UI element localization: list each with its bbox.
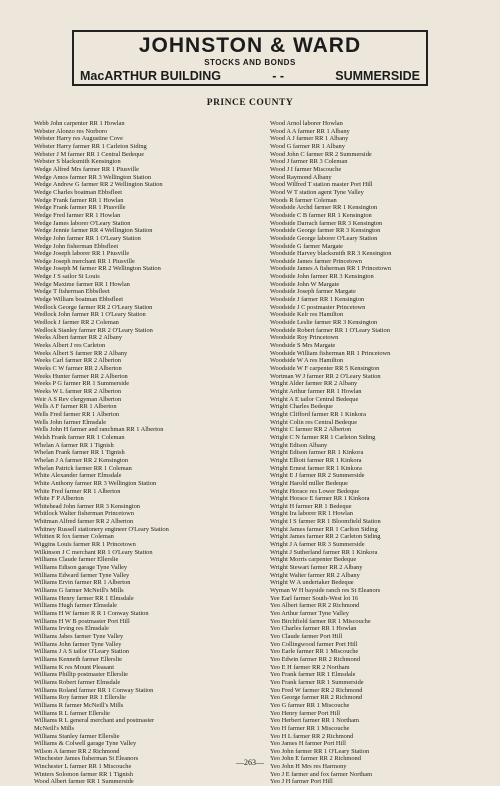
directory-entry: Wood G farmer RR 1 Albany	[270, 142, 345, 150]
directory-entry: Woodside G farmer Margate	[270, 242, 344, 250]
ad-address-row	[74, 68, 426, 84]
directory-entry: Yeo H farmer RR 1 Miscouche	[270, 724, 350, 732]
directory-entry: Whitman Alfred farmer RR 2 Alberton	[34, 518, 134, 526]
directory-entry: Yeo John H Mrs res Harmony	[270, 763, 347, 771]
directory-entry: Wright I S farmer RR 1 Bloomfield Station	[270, 518, 381, 526]
directory-entry: Wood J farmer RR 3 Coleman	[270, 158, 348, 166]
directory-entry: Wood J I farmer Miscouche	[270, 165, 342, 173]
directory-entry: Woodside James A fisherman RR 1 Princetown	[270, 265, 391, 273]
ad-city: SUMMERSIDE	[335, 69, 420, 83]
directory-entry: Wedge Jennie farmer RR 4 Wellington Station	[34, 227, 153, 235]
directory-entry: Weeks P G farmer RR 1 Summerside	[34, 380, 130, 388]
directory-entry: Woods R farmer Coleman	[270, 196, 337, 204]
directory-entry: Webster S blacksmith Kensington	[34, 158, 121, 166]
directory-entry: Woodside James farmer Princetown	[270, 257, 362, 265]
directory-entry: Woodside George laborer O'Leary Station	[270, 234, 378, 242]
directory-entry: Wedlock John farmer RR 1 O'Leary Station	[34, 311, 146, 319]
directory-entry: Woodside Joseph farmer Margate	[270, 288, 356, 296]
directory-entry: Yeo H L farmer RR 2 Richmond	[270, 732, 354, 740]
directory-entry: Wedge John fisherman Ebbsfleet	[34, 242, 119, 250]
directory-entry: Wedge Frank farmer RR 1 Howlan	[34, 196, 124, 204]
directory-entry: Wood Albert farmer RR 1 Summerside	[34, 778, 134, 786]
directory-entry: Wright E J farmer RR 2 Summerside	[270, 472, 365, 480]
directory-entry: Woodside William fisherman RR 1 Princetown	[270, 349, 391, 357]
directory-entry: Weeks Carl farmer RR 2 Alberton	[34, 357, 121, 365]
directory-entry: Yeo Herbert farmer RR 1 Northam	[270, 717, 359, 725]
directory-entry: Williams Hugh farmer Elmsdale	[34, 602, 117, 610]
directory-entry: Williams R L general merchant and postmaster	[34, 717, 155, 725]
directory-entry: Wright Horace res Lower Bedeque	[270, 487, 360, 495]
directory-entry: Wedlock Stanley farmer RR 2 O'Leary Station	[34, 326, 153, 334]
directory-entry: Wedge John farmer RR 1 O'Leary Station	[34, 234, 141, 242]
directory-entry: Woodside W A res Hamilton	[270, 357, 344, 365]
directory-entry: Wright Edison farmer RR 1 Kinkora	[270, 449, 364, 457]
directory-entry: Wedge Joseph merchant RR 1 Piusville	[34, 257, 135, 265]
directory-entry: Yee Earl farmer South-West lot 16	[270, 594, 359, 602]
directory-entry: Woodside Kelr res Hamilton	[270, 311, 344, 319]
directory-entry: Webb John carpenter RR 1 Howlan	[34, 120, 125, 127]
directory-entry: White F P Alberton	[34, 495, 84, 503]
directory-entry: Wright Ira laborer RR 1 Howlan	[270, 510, 353, 518]
directory-entry: Woodside C B farmer RR 1 Kensington	[270, 211, 372, 219]
directory-entry: Williams Edward farmer Tyne Valley	[34, 571, 130, 579]
directory-entry: Weeks Hunter farmer RR 2 Alberton	[34, 372, 128, 380]
directory-entry: Whitlock Walter fisherman Princetown	[34, 510, 134, 518]
directory-entry: Wright Arthur farmer RR 1 Howlan	[270, 387, 362, 395]
directory-entry: Wells Fred farmer RR 1 Alberton	[34, 410, 120, 418]
directory-entry: Williams Edison garage Tyne Valley	[34, 564, 128, 572]
directory-entry: Wedge Frank farmer RR 1 Piusville	[34, 204, 126, 212]
directory-entry: Weeks Albert S farmer RR 2 Albany	[34, 349, 128, 357]
directory-entry: Wright Edison Albany	[270, 441, 328, 449]
directory-entry: Yeo Fred W farmer RR 2 Richmond	[270, 686, 363, 694]
directory-entry: Wright Clifford farmer RR 1 Kinkora	[270, 410, 366, 418]
directory-entry: Yeo Claude farmer Port Hill	[270, 632, 343, 640]
directory-entry: Winters Solomon farmer RR 1 Tignish	[34, 770, 133, 778]
directory-entry: Woodside Darrach farmer RR 3 Kensington	[270, 219, 383, 227]
directory-entry: Yeo George farmer RR 2 Richmond	[270, 694, 363, 702]
directory-entry: Wright Harold miller Bedeque	[270, 479, 349, 487]
directory-entry: Woodside John farmer RR 3 Kensington	[270, 273, 374, 281]
directory-entry: Woodside Archd farmer RR 1 Kensington	[270, 204, 378, 212]
directory-entry: Yeo Charles farmer RR 1 Howlan	[270, 625, 357, 633]
directory-entry: Wood A A farmer RR 1 Albany	[270, 127, 350, 135]
directory-entry: Yeo J H farmer Port Hill	[270, 778, 333, 786]
directory-entry: Wright Alder farmer RR 2 Albany	[270, 380, 358, 388]
right-column	[270, 120, 488, 786]
johnston-ward-advertisement	[72, 30, 428, 86]
directory-entry: Yeo Collingwood farmer Port Hill	[270, 640, 358, 648]
directory-entry: Woodside W F carpenter RR 5 Kensington	[270, 365, 380, 372]
directory-entry: Wedge T fisherman Ebbsfleet	[34, 288, 110, 296]
directory-entry: Wedlock George farmer RR 2 O'Leary Station	[34, 303, 153, 311]
page-number: —263—	[236, 758, 264, 767]
directory-entry: Williams Jabes farmer Tyne Valley	[34, 632, 124, 640]
directory-entry: Yeo Frank farmer RR 1 Summerside	[270, 678, 364, 686]
directory-entry: Wedge J S sailor St Louis	[34, 273, 100, 281]
directory-entry: Weir A S Rev clergyman Alberton	[34, 395, 122, 403]
left-column	[34, 120, 252, 786]
directory-entry: Wedge Maxime farmer RR 1 Howlan	[34, 280, 130, 288]
directory-entry: Williams Henry farmer RR 1 Elmsdale	[34, 594, 134, 602]
directory-entry: Williams H W B postmaster Port Hill	[34, 617, 130, 625]
directory-entry: Yeo Birchfield farmer RR 1 Miscouche	[270, 617, 371, 625]
directory-entry: Williams J A S tailor O'Leary Station	[34, 648, 129, 656]
directory-entry: Williams Ervin farmer RR 1 Alberton	[34, 579, 131, 587]
directory-entry: Wells A F farmer RR 1 Alberton	[34, 403, 117, 411]
directory-entry: Wilson A farmer RR 2 Richmond	[34, 747, 120, 755]
directory-entry: Wedge Alfred Mrs farmer RR 1 Piusville	[34, 165, 139, 173]
directory-entry: Weeks W L farmer RR 2 Alberton	[34, 387, 122, 395]
directory-entry: Wedge James laborer O'Leary Station	[34, 219, 131, 227]
directory-entry: Yeo G farmer RR 1 Miscouche	[270, 701, 350, 709]
directory-entry: Wright Stewart farmer RR 2 Albany	[270, 564, 363, 572]
directory-entry: Winchester L farmer RR 1 Miscouche	[34, 763, 132, 771]
directory-entry: White Anthony farmer RR 3 Wellington Station	[34, 479, 157, 487]
directory-entry: Wedge Charles boatman Ebbsfleet	[34, 188, 123, 196]
directory-entry: Wood W T station agent Tyne Valley	[270, 188, 364, 196]
directory-entry: Wortman W J farmer RR 2 O'Leary Station	[270, 372, 381, 380]
directory-entry: Williams Roy farmer RR 1 Ellerslie	[34, 694, 126, 702]
directory-entry: Wright Morris carpenter Bedeque	[270, 556, 357, 564]
ad-subtitle: STOCKS AND BONDS	[204, 58, 296, 67]
directory-entry: Wright Horace E farmer RR 1 Kinkora	[270, 495, 370, 503]
directory-entry: Yeo Frank farmer RR 1 Elmsdale	[270, 671, 356, 679]
directory-entry: Whitney Russell stationery engineer O'Leary Station	[34, 525, 169, 533]
directory-entry: Whelan Patrick farmer RR 1 Coleman	[34, 464, 132, 472]
directory-entry: Williams Phillip postmaster Ellerslie	[34, 671, 128, 679]
directory-entry: Woodside Robert farmer RR 1 O'Leary Station	[270, 326, 390, 334]
ad-building: MacARTHUR BUILDING	[80, 69, 221, 83]
directory-entry: Wedge Joseph laborer RR 1 Piusville	[34, 250, 130, 258]
directory-entry: Woodside Roy Princetown	[270, 334, 339, 342]
directory-entry: Wright Charles Bedeque	[270, 403, 333, 411]
directory-entry: Woodside J C postmaster Princetown	[270, 303, 366, 311]
ad-firm-name: JOHNSTON & WARD	[138, 34, 362, 57]
directory-entry: Webster J M farmer RR 1 Central Bedeque	[34, 150, 145, 158]
directory-entry: Wright C farmer RR 2 Alberton	[270, 426, 352, 434]
directory-entry: Wright J Sutherland farmer RR 1 Kinkora	[270, 548, 378, 556]
directory-entry: Williams Robert farmer Elmsdale	[34, 678, 121, 686]
directory-entry: Wedge Andrew G farmer RR 2 Wellington Station	[34, 181, 163, 189]
directory-entry: Yeo James H farmer Port Hill	[270, 740, 346, 748]
directory-entry: Wiggins Louis farmer RR 1 Princetown	[34, 541, 136, 549]
directory-entry: Wedge William boatman Ebbsfleet	[34, 296, 124, 304]
directory-entry: Wyman W H bayside ranch res St Eleanors	[270, 587, 381, 595]
directory-entry: Wells John farmer Elmsdale	[34, 418, 107, 426]
directory-entry: Williams Kenneth farmer Ellerslie	[34, 655, 122, 663]
directory-entry: Yeo John farmer RR 1 O'Leary Station	[270, 747, 370, 755]
directory-entry: Williams Irving res Elmsdale	[34, 625, 109, 633]
directory-entry: Whelan J A farmer RR 2 Kensington	[34, 456, 129, 464]
directory-entry: Webster Harry res Augustine Cove	[34, 135, 123, 143]
directory-entry: Williams Claude farmer Ellerslie	[34, 556, 119, 564]
directory-entry: Wedge Fred farmer RR 1 Howlan	[34, 211, 121, 219]
directory-entry: Williams Roland farmer RR 1 Conway Station	[34, 686, 154, 694]
directory-entry: Wilkinson J C merchant RR 1 O'Leary Station	[34, 548, 153, 556]
directory-entry: Williams R farmer McNeill's Mills	[34, 701, 124, 709]
directory-entry: Williams K res Mount Pleasant	[34, 663, 114, 671]
directory-entry: Webster Alonzo res Norboro	[34, 127, 108, 135]
directory-entry: Weeks C W farmer RR 2 Alberton	[34, 365, 122, 372]
directory-entry: Woodside Leslie farmer RR 3 Kensington	[270, 319, 378, 327]
directory-entry: Wells John H farmer and ranchman RR 1 Alberton	[34, 426, 164, 434]
directory-entry: Yeo Albert farmer RR 2 Richmond	[270, 602, 360, 610]
directory-entry: Wood Wilfred T station master Port Hill	[270, 181, 373, 189]
directory-entry: Wright Ernest farmer RR 1 Kinkora	[270, 464, 362, 472]
directory-entry: White Alexander farmer Elmsdale	[34, 472, 122, 480]
ad-separator: - -	[272, 69, 285, 83]
directory-entry: Whitehead John farmer RR 3 Kensington	[34, 502, 140, 510]
directory-entry: Yeo John E farmer RR 2 Richmond	[270, 755, 361, 763]
directory-entry: Welsh Frank farmer RR 1 Coleman	[34, 433, 125, 441]
directory-entry: Webster Harry farmer RR 1 Carleton Siding	[34, 142, 147, 150]
directory-entry: Williams Stanley farmer Ellerslie	[34, 732, 120, 740]
directory-entry: Wright Elliott farmer RR 1 Kinkora	[270, 456, 362, 464]
directory-entry: Wright James farmer RR 1 Carlton Siding	[270, 525, 378, 533]
directory-entry: Wedge Joseph M farmer RR 2 Wellington Station	[34, 265, 161, 273]
directory-entry: Wright A E tailor Central Bedeque	[270, 395, 359, 403]
directory-entry: Wedge Amos farmer RR 3 Wellington Station	[34, 173, 152, 181]
directory-entry: Winchester James fisherman St Eleanors	[34, 755, 139, 763]
directory-entry: Whelan Frank farmer RR 1 Tignish	[34, 449, 125, 457]
directory-entry: Wedlock J farmer RR 2 Coleman	[34, 319, 119, 327]
directory-entry: Wood Raymond Albany	[270, 173, 332, 181]
directory-entry: White Fred farmer RR 1 Alberton	[34, 487, 121, 495]
directory-entry: Williams & Colwell garage Tyne Valley	[34, 740, 137, 748]
directory-entry: Weeks Albert J res Carleton	[34, 342, 106, 350]
directory-entry: Yeo Henry farmer Port Hill	[270, 709, 340, 717]
directory-entry: Wright H farmer RR 1 Bedeque	[270, 502, 352, 510]
directory-entry: Woodside J farmer RR 1 Kensington	[270, 296, 365, 304]
directory-entry: Woodside John W Margate	[270, 280, 340, 288]
directory-entry: Williams John farmer Tyne Valley	[34, 640, 122, 648]
directory-entry: Whitten R fox farmer Coleman	[34, 533, 114, 541]
directory-entry: Wood Arnol laborer Howlan	[270, 120, 343, 127]
directory-entry: Woodside George farmer RR 3 Kensington	[270, 227, 381, 235]
directory-entry: Wright C N farmer RR 1 Carleton Siding	[270, 433, 376, 441]
directory-entry: Wright W A undertaker Bedeque	[270, 579, 354, 587]
directory-entry: Yeo Earle farmer RR 1 Miscouche	[270, 648, 359, 656]
directory-entry: Yeo Arthur farmer Tyne Valley	[270, 610, 349, 617]
directory-entry: Williams H W farmer R R 1 Conway Station	[34, 610, 149, 617]
section-title: PRINCE COUNTY	[206, 98, 294, 108]
directory-entry: Williams R L farmer Ellerslie	[34, 709, 110, 717]
directory-entry: Yeo Edwin farmer RR 2 Richmond	[270, 655, 361, 663]
directory-entry: Wright J A farmer RR 3 Summerside	[270, 541, 365, 549]
directory-entry: Wright James farmer RR 2 Carleton Siding	[270, 533, 381, 541]
directory-entry: Wright Colin res Central Bedeque	[270, 418, 358, 426]
directory-entry: Yeo E H farmer RR 2 Northam	[270, 663, 350, 671]
directory-entry: Wright Walter farmer RR 2 Albany	[270, 571, 360, 579]
directory-entry: McNeill's Mills	[34, 724, 75, 732]
directory-entry: Yeo J E farmer and fox farmer Northam	[270, 770, 373, 778]
directory-entry: Woodside Harvey blacksmith RR 3 Kensington	[270, 250, 392, 258]
directory-entry: Williams G farmer McNeill's Mills	[34, 587, 124, 595]
directory-entry: Wood John C farmer RR 2 Summerside	[270, 150, 372, 158]
directory-entry: Wood A J farmer RR 1 Albany	[270, 135, 349, 143]
directory-entry: Woodside S Mrs Margate	[270, 342, 336, 350]
directory-entry: Weeks Albert farmer RR 2 Albany	[34, 334, 123, 342]
directory-entry: Whelan A farmer RR 1 Tignish	[34, 441, 114, 449]
